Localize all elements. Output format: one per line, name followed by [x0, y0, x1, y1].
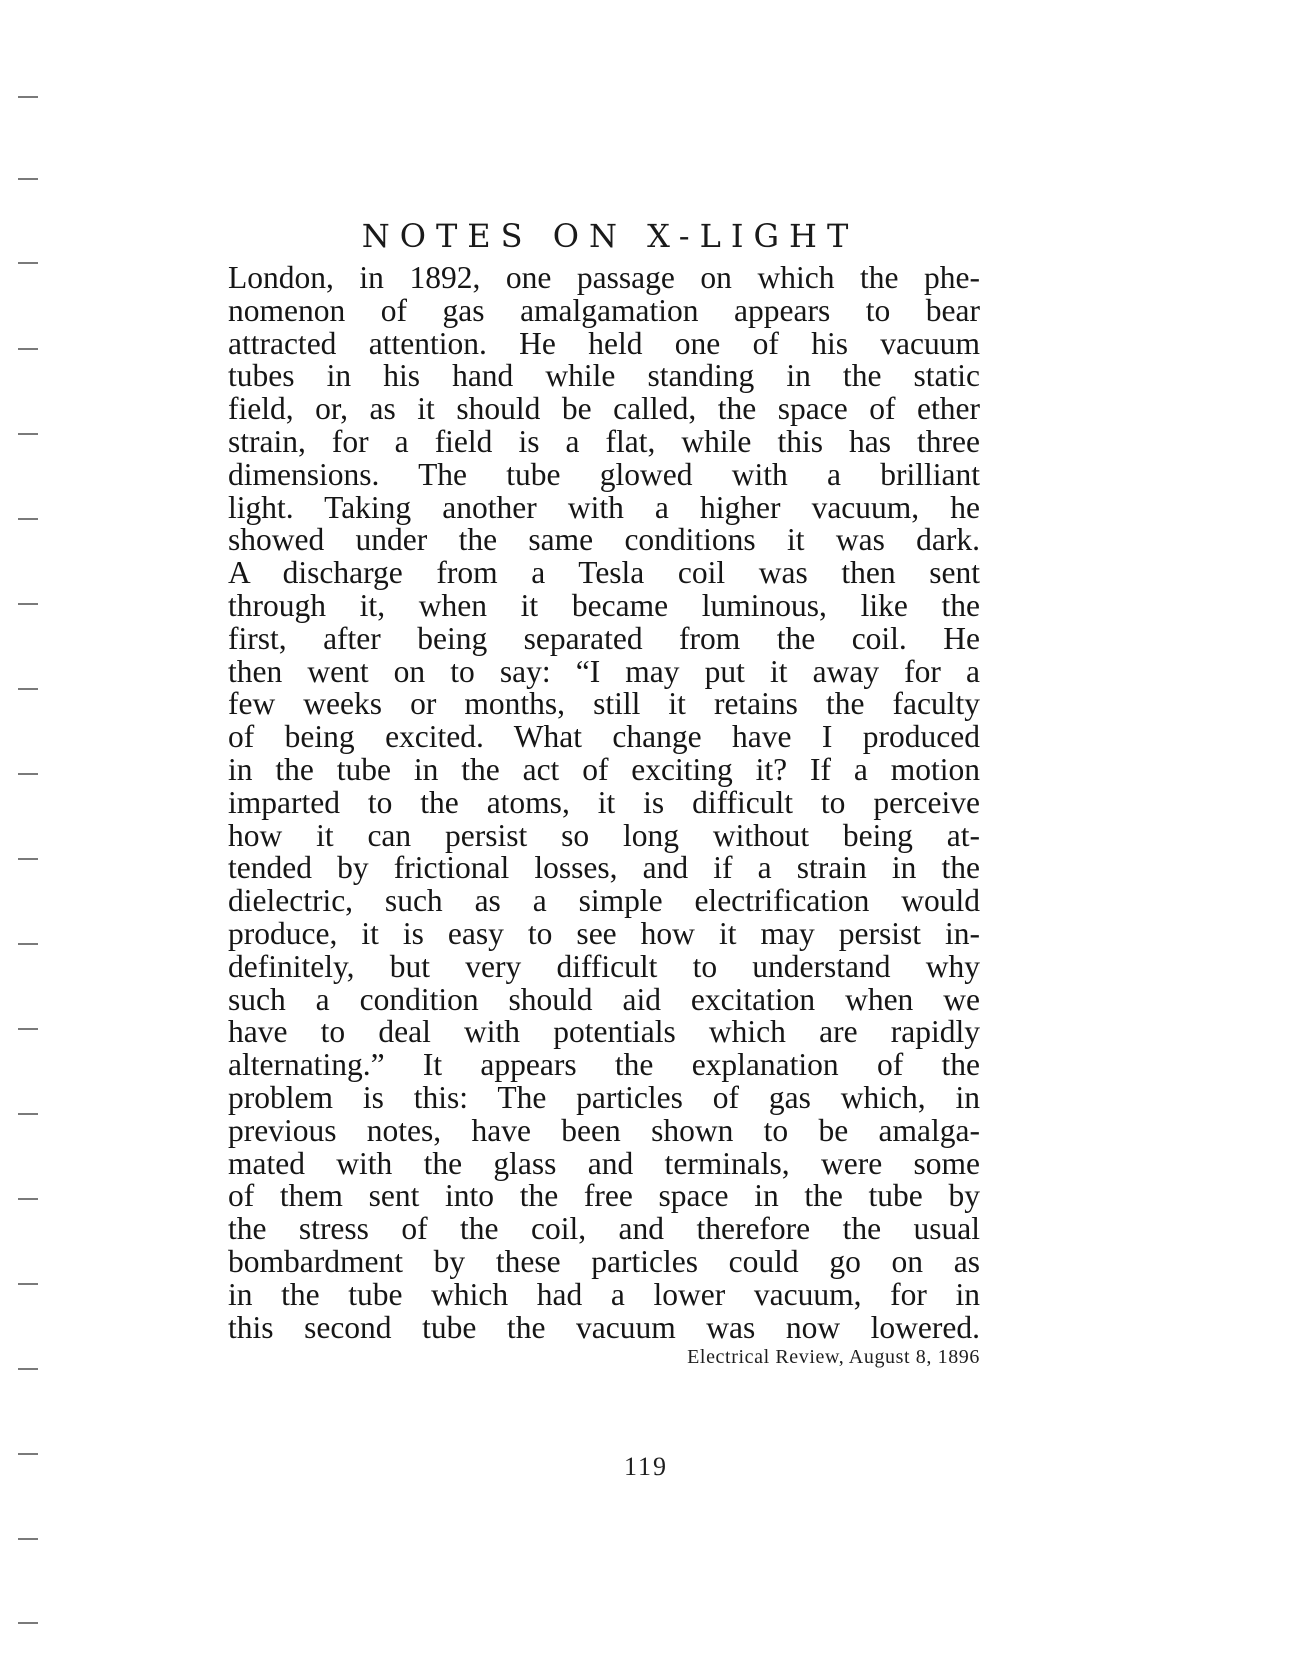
text-line: field, or, as it should be called, the space of ether	[228, 391, 980, 427]
text-line: London, in 1892, one passage on which the phe-	[228, 260, 980, 295]
margin-tick	[18, 1113, 38, 1115]
text-line: tended by frictional losses, and if a strain in the	[228, 850, 980, 886]
text-line: strain, for a field is a flat, while this has three	[228, 423, 980, 459]
margin-tick	[18, 688, 38, 690]
body-text	[228, 262, 980, 1344]
margin-tick	[18, 773, 38, 775]
text-line: how it can persist so long without being at-	[228, 817, 980, 853]
margin-tick	[18, 1538, 38, 1540]
text-line: few weeks or months, still it retains the faculty	[228, 686, 980, 722]
page-number: 119	[623, 1452, 669, 1481]
text-line: the stress of the coil, and therefore the usual	[228, 1211, 980, 1247]
margin-tick	[18, 96, 38, 98]
text-line: produce, it is easy to see how it may persist in-	[228, 915, 980, 951]
margin-tick	[18, 1198, 38, 1200]
text-line: in the tube in the act of exciting it? If a motion	[228, 751, 980, 787]
margin-tick	[18, 943, 38, 945]
margin-tick	[18, 1622, 38, 1624]
margin-tick	[18, 858, 38, 860]
text-line: have to deal with potentials which are rapidly	[228, 1014, 980, 1050]
text-line: dielectric, such as a simple electrification would	[228, 883, 980, 919]
text-line: showed under the same conditions it was dark.	[228, 522, 980, 558]
text-line: previous notes, have been shown to be amalga-	[228, 1112, 980, 1148]
text-line: attracted attention. He held one of his vacuum	[228, 325, 980, 361]
text-line: dimensions. The tube glowed with a brilliant	[228, 456, 980, 492]
page-title: NOTES ON X-LIGHT	[361, 217, 859, 256]
text-line: alternating.” It appears the explanation of the	[228, 1047, 980, 1083]
margin-tick	[18, 348, 38, 350]
source-citation: Electrical Review, August 8, 1896	[687, 1346, 980, 1368]
text-line: bombardment by these particles could go on as	[228, 1243, 980, 1279]
margin-tick	[18, 1368, 38, 1370]
text-line: definitely, but very difficult to understand why	[228, 948, 980, 984]
text-line: A discharge from a Tesla coil was then sent	[228, 555, 980, 591]
text-line: mated with the glass and terminals, were some	[228, 1145, 980, 1181]
text-line: light. Taking another with a higher vacuum, he	[228, 489, 980, 525]
text-line: nomenon of gas amalgamation appears to bear	[228, 292, 980, 328]
text-line: of being excited. What change have I produced	[228, 719, 980, 755]
margin-tick	[18, 1028, 38, 1030]
margin-tick	[18, 603, 38, 605]
margin-tick	[18, 1453, 38, 1455]
text-line: tubes in his hand while standing in the static	[228, 358, 980, 394]
text-line: through it, when it became luminous, like the	[228, 587, 980, 623]
text-line: of them sent into the free space in the tube by	[228, 1178, 980, 1214]
text-line: in the tube which had a lower vacuum, for in	[228, 1276, 980, 1312]
text-line: first, after being separated from the coil. He	[228, 620, 980, 656]
margin-tick	[18, 433, 38, 435]
text-line: this second tube the vacuum was now lowered.	[228, 1309, 980, 1345]
margin-tick	[18, 262, 38, 264]
text-line: then went on to say: “I may put it away for a	[228, 653, 980, 689]
text-line: imparted to the atoms, it is difficult to perceive	[228, 784, 980, 820]
margin-tick	[18, 518, 38, 520]
margin-tick	[18, 178, 38, 180]
text-line: problem is this: The particles of gas which, in	[228, 1079, 980, 1115]
margin-tick	[18, 1283, 38, 1285]
text-line: such a condition should aid excitation when we	[228, 981, 980, 1017]
